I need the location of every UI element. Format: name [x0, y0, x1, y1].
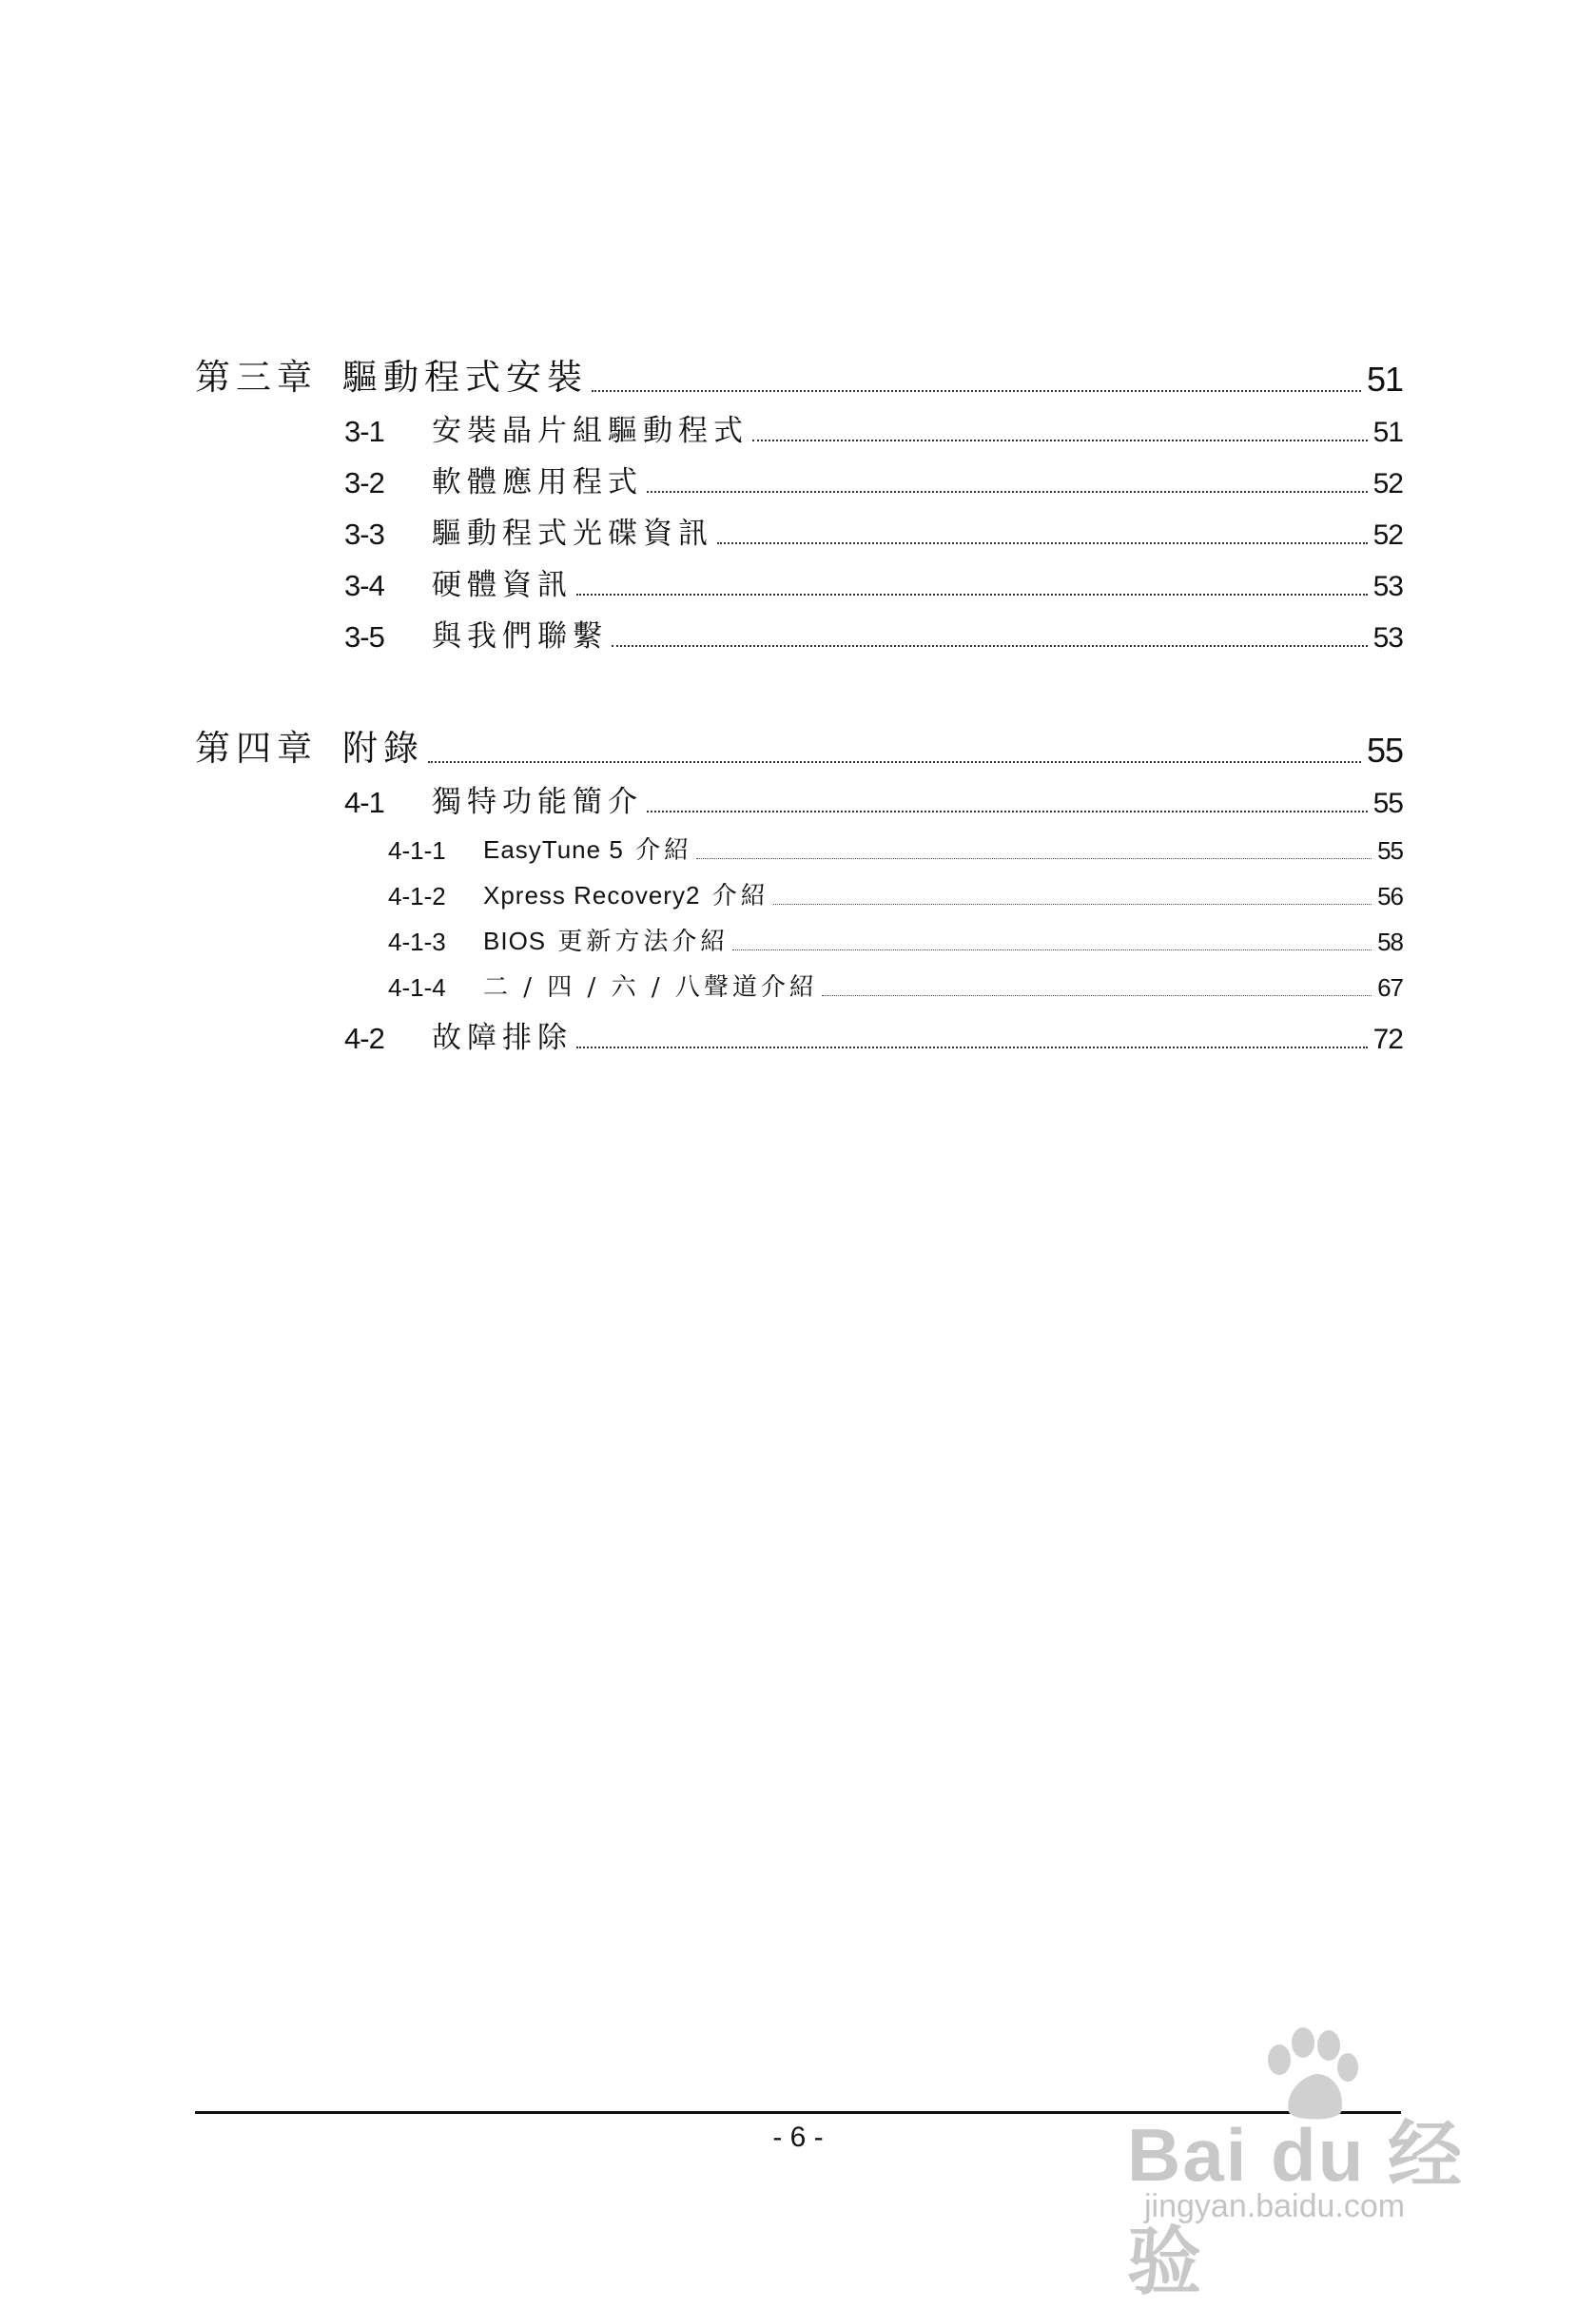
section-title: 獨特功能簡介: [432, 785, 643, 819]
section-number: 3-4: [344, 569, 384, 602]
toc-section-4-1[interactable]: [344, 778, 1403, 820]
subsection-number: 4-1-1: [388, 836, 446, 865]
page-ref: 58: [1377, 928, 1403, 956]
page-ref: 51: [1372, 417, 1403, 448]
toc-section-3-5[interactable]: [344, 613, 1403, 655]
section-title: 故障排除: [432, 1021, 573, 1055]
dot-leader: [773, 904, 1372, 905]
page-ref: 56: [1377, 882, 1403, 910]
dot-leader: [647, 491, 1368, 493]
toc-chapter-3[interactable]: [195, 352, 1403, 400]
toc-chapter-4[interactable]: [195, 723, 1403, 771]
subsection-number: 4-1-4: [388, 973, 446, 1002]
dot-leader: [717, 542, 1368, 544]
dot-leader: [647, 811, 1368, 812]
section-title: 硬體資訊: [432, 568, 573, 602]
dot-leader: [822, 995, 1372, 996]
section-title: 與我們聯繫: [432, 619, 608, 654]
toc-section-3-2[interactable]: [344, 459, 1403, 500]
page-ref: 55: [1372, 788, 1403, 819]
section-number: 3-2: [344, 466, 384, 499]
subsection-title-latin: EasyTune 5: [483, 835, 624, 864]
toc-subsection-4-1-3[interactable]: [388, 921, 1403, 957]
chapter-title: 驅動程式安裝: [342, 357, 588, 398]
section-number: 4-2: [344, 1022, 384, 1055]
dot-leader: [576, 1047, 1368, 1048]
subsection-title-cjk: 介紹: [711, 882, 769, 910]
section-title: 軟體應用程式: [432, 465, 643, 499]
subsection-number: 4-1-3: [388, 928, 446, 956]
watermark-url: jingyan.baidu.com: [1144, 2188, 1406, 2224]
chapter-number: 第四章: [195, 728, 318, 769]
section-number: 3-5: [344, 620, 384, 654]
dot-leader: [696, 858, 1372, 859]
subsection-title: 二 / 四 / 六 / 八聲道介紹: [483, 973, 818, 1002]
toc-subsection-4-1-1[interactable]: [388, 830, 1403, 866]
chapter-title: 附錄: [342, 728, 424, 769]
toc-section-3-4[interactable]: [344, 561, 1403, 603]
toc-section-3-1[interactable]: [344, 407, 1403, 449]
subsection-title-latin: BIOS: [483, 927, 547, 955]
toc-section-3-3[interactable]: [344, 510, 1403, 552]
dot-leader: [428, 761, 1361, 763]
dot-leader: [752, 440, 1368, 441]
page-ref: 55: [1377, 836, 1403, 865]
dot-leader: [576, 594, 1368, 596]
section-number: 4-1: [344, 786, 384, 819]
page-ref: 51: [1366, 360, 1403, 399]
page-ref: 53: [1372, 622, 1403, 654]
subsection-title: [483, 831, 692, 866]
toc-subsection-4-1-4[interactable]: [388, 967, 1403, 1003]
page-ref: 72: [1372, 1024, 1403, 1055]
section-title: 安裝晶片組驅動程式: [432, 414, 749, 448]
page-ref: 67: [1377, 973, 1403, 1002]
subsection-title: [483, 876, 769, 911]
subsection-title-latin: Xpress Recovery2: [483, 881, 701, 910]
page-ref: 52: [1372, 519, 1403, 551]
subsection-number: 4-1-2: [388, 882, 446, 910]
dot-leader: [732, 949, 1372, 950]
section-number: 3-1: [344, 415, 384, 448]
baidu-watermark: [1127, 2022, 1508, 2303]
dot-leader: [612, 645, 1368, 647]
toc-section-4-2[interactable]: [344, 1014, 1403, 1056]
subsection-title: [483, 922, 729, 957]
chapter-number: 第三章: [195, 357, 318, 398]
page-ref: 52: [1372, 468, 1403, 499]
page-number: - 6 -: [772, 2122, 824, 2153]
toc-subsection-4-1-2[interactable]: [388, 875, 1403, 911]
watermark-brand: Bai du 经验: [1127, 2113, 1465, 2303]
subsection-title-cjk: 介紹: [635, 836, 693, 865]
section-number: 3-3: [344, 518, 384, 551]
page-ref: 53: [1372, 571, 1403, 602]
dot-leader: [592, 390, 1361, 392]
section-title: 驅動程式光碟資訊: [432, 517, 713, 551]
subsection-title-cjk: 更新方法介紹: [557, 928, 730, 956]
page-ref: 55: [1366, 731, 1403, 770]
